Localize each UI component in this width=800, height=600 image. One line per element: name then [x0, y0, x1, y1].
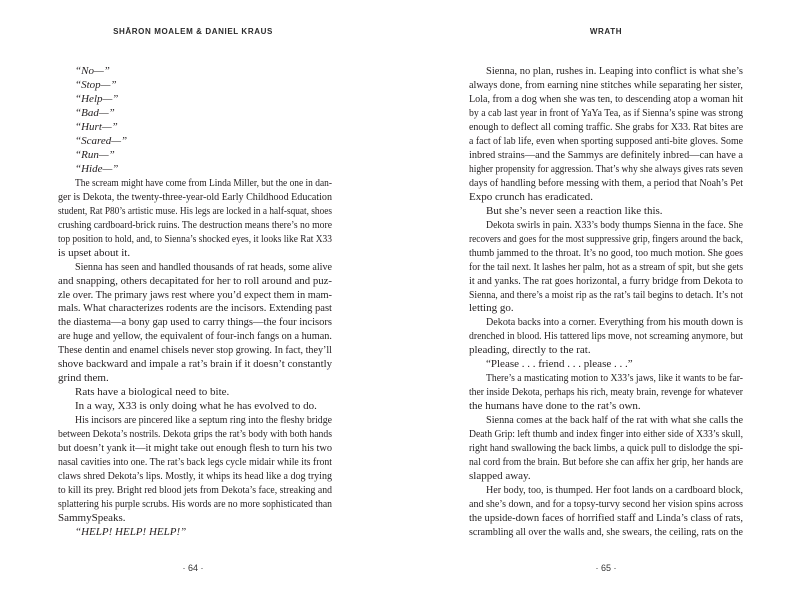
- text-line: [469, 358, 743, 372]
- text-line: [469, 93, 743, 107]
- text-line: [58, 526, 332, 540]
- text-line: [58, 177, 332, 191]
- text-line-content: In a way, X33 is only doing what he has evolved to do.: [75, 400, 317, 413]
- text-line-content: grind them.: [58, 372, 109, 385]
- text-line-content: nasal cavities into one. The rat’s back legs cycle midair while its front: [58, 456, 332, 469]
- text-line: [469, 316, 743, 330]
- text-line: [58, 121, 332, 135]
- running-head-title: WRATH: [589, 27, 623, 36]
- text-line: [58, 247, 332, 261]
- text-line: [469, 79, 743, 93]
- text-line: [58, 205, 332, 219]
- text-line-content: “HELP! HELP! HELP!”: [75, 525, 187, 538]
- text-line-content: Sienna, no plan, rushes in. Leaping into conflict is what she’s: [486, 65, 743, 77]
- text-line-content: higher propensity for aggression. That’s why she always gives rats seven: [469, 162, 743, 175]
- text-line: [469, 177, 743, 191]
- text-line: [469, 261, 743, 275]
- text-line-content: Sienna comes at the back half of the rat with what she calls the: [486, 414, 743, 427]
- right-page: [400, 0, 800, 600]
- text-line-content: “No—”: [75, 65, 110, 77]
- text-line: [58, 93, 332, 107]
- text-line: [469, 302, 743, 316]
- text-line-content: slapped away.: [469, 470, 531, 483]
- text-line: [58, 484, 332, 498]
- text-line-content: “Please . . . friend . . . please . . .”: [486, 358, 633, 371]
- text-line-content: to kill its prey. Bright red blood jets from Dekota’s face, streaking and: [58, 484, 332, 497]
- text-line: [469, 470, 743, 484]
- text-line: [58, 149, 332, 163]
- text-line: [469, 456, 743, 470]
- text-line-content: recovers and goes for the most suppressive grip, fingers around the back,: [469, 232, 743, 245]
- text-line-content: enough to deflect all coming traffic. She grabs for X33. Rat bites are: [469, 120, 743, 133]
- text-line: [469, 163, 743, 177]
- text-line-content: and snapping, others decapitated for her to roll around and puz-: [58, 274, 332, 287]
- text-line-content: There’s a masticating motion to X33’s jaws, like it wants to be far-: [486, 372, 743, 385]
- text-line-content: “Scared—”: [75, 134, 128, 147]
- text-line-content: “Help—”: [75, 92, 119, 105]
- text-line: [469, 428, 743, 442]
- text-line-content: and she’s down, and for a topsy-turvy second her vision spins across: [469, 498, 743, 511]
- text-line-content: Sienna, and there’s a moist rip as the rat’s tail begins to detach. It’s not: [469, 288, 743, 301]
- text-line-content: pleading, directly to the rat.: [469, 344, 591, 357]
- text-line-content: top position to hold, and, to Sienna’s shocked eyes, it looks like Rat X33: [58, 232, 332, 245]
- text-line: [58, 289, 332, 303]
- text-line-content: splattering his purple scrubs. His words are no more sophisticated than: [58, 498, 332, 511]
- text-line: [58, 316, 332, 330]
- text-line-content: shove backward and impale a rat’s brain if it doesn’t constantly: [58, 358, 332, 371]
- text-line: [58, 302, 332, 316]
- text-line: [58, 344, 332, 358]
- text-line: [58, 456, 332, 470]
- text-line-content: the humans have done to the rat’s own.: [469, 400, 641, 413]
- text-line-content: claws shred Dekota’s lips. Mostly, it whips its head like a dog trying: [58, 470, 332, 483]
- text-line-content: Dekota swirls in pain. X33’s body thumps Sienna in the face. She: [486, 218, 743, 231]
- text-line-content: ther inside Dekota, perhaps his rich, meaty brain, revenge for whatever: [469, 386, 743, 399]
- text-line-content: Lola, from a dog when she was ten, to descending atop a woman hit: [469, 92, 743, 105]
- text-line-content: Dekota backs into a corner. Everything from his mouth down is: [486, 316, 743, 329]
- text-line-content: Death Grip: left thumb and index finger into either side of X33’s skull,: [469, 428, 743, 441]
- text-line: [58, 414, 332, 428]
- text-line: [58, 135, 332, 149]
- text-line: [469, 65, 743, 79]
- text-line: [469, 400, 743, 414]
- text-line-content: SammySpeaks.: [58, 512, 126, 524]
- text-line-content: Sienna has seen and handled thousands of rat heads, some alive: [75, 260, 332, 273]
- page-number: · 64 ·: [182, 563, 204, 573]
- text-line-content: zle over. The primary jaws rest where you’d expect them in mam-: [58, 288, 332, 301]
- text-line: [469, 135, 743, 149]
- text-line: [469, 414, 743, 428]
- text-line-content: student, Rat P80’s artistic muse. His legs are locked in a half-squat, shoes: [58, 204, 332, 217]
- text-line-content: by a cab last year in front of YaYa Tea, as if Sienna’s spine was strong: [469, 106, 743, 119]
- text-line-content: but doesn’t yank it—it might take out enough flesh to turn his two: [58, 442, 332, 455]
- text-line-content: thumb jammed to the throat. It’s no good, too much motion. She goes: [469, 246, 743, 259]
- text-line-content: “Hurt—”: [75, 120, 118, 133]
- text-line: [58, 107, 332, 121]
- text-line: [58, 428, 332, 442]
- text-line-content: days of handling before messing with them, a period that Noah’s Pet: [469, 176, 743, 189]
- body-text: [469, 65, 743, 540]
- text-line-content: Rats have a biological need to bite.: [75, 386, 230, 399]
- text-line: [58, 233, 332, 247]
- text-line: [58, 512, 332, 526]
- text-line-content: mals. What characterizes rodents are the incisors. Extending past: [58, 302, 332, 315]
- body-text: [58, 65, 332, 540]
- text-line: [469, 498, 743, 512]
- text-line: [58, 65, 332, 79]
- text-line-content: a fact of lab life, even when sporting supposed anti-bite gloves. Some: [469, 134, 743, 147]
- text-line-content: right hand swallowing the back limbs, a quick pull to dislodge the spi-: [469, 442, 743, 455]
- text-line-content: between Dekota’s nostrils. Dekota grips the rat’s body with both hands: [58, 428, 332, 441]
- text-line: [469, 289, 743, 303]
- text-line-content: “Stop—”: [75, 78, 117, 91]
- text-line-content: letting go.: [469, 302, 514, 315]
- text-line-content: His incisors are pincered like a septum ring into the fleshy bridge: [75, 414, 332, 427]
- text-line-content: the diastema—a bony gap used to carry things—the four incisors: [58, 316, 332, 329]
- text-line: [58, 261, 332, 275]
- text-line: [58, 400, 332, 414]
- text-line: [469, 484, 743, 498]
- text-line: [58, 275, 332, 289]
- text-line: [469, 149, 743, 163]
- text-line: [469, 512, 743, 526]
- text-line-content: “Bad—”: [75, 106, 115, 119]
- text-line: [469, 247, 743, 261]
- text-line: [58, 470, 332, 484]
- text-line: [58, 498, 332, 512]
- text-line-content: “Run—”: [75, 148, 115, 161]
- text-line: [469, 372, 743, 386]
- text-line: [58, 372, 332, 386]
- text-line: [469, 275, 743, 289]
- text-line: [58, 358, 332, 372]
- text-line-content: always done, from earning nine stitches while separating her sister,: [469, 78, 743, 91]
- text-line-content: it and yanks. The rat goes horizontal, a furry bridge from Dekota to: [469, 274, 743, 287]
- text-line-content: Expo crunch has eradicated.: [469, 190, 593, 203]
- text-line: [58, 219, 332, 233]
- text-line-content: The scream might have come from Linda Miller, but the one in dan-: [75, 176, 332, 189]
- text-line: [469, 191, 743, 205]
- text-line-content: nal cord from the brain. But before she can affix her grip, her hands are: [469, 456, 743, 469]
- page-number: · 65 ·: [595, 563, 617, 573]
- text-line-content: These dentin and enamel chisels never stop growing. In fact, they’ll: [58, 344, 332, 357]
- text-line: [58, 79, 332, 93]
- running-head-authors: SHĀRON MOALEM & DANIEL KRAUS: [113, 27, 273, 36]
- text-line-content: crushing cardboard-brick ruins. The destruction means there’s no more: [58, 218, 332, 231]
- text-line-content: drenched in blood. His tattered lips move, not screaming anymore, but: [469, 330, 743, 343]
- text-line: [469, 233, 743, 247]
- text-line: [469, 330, 743, 344]
- text-line-content: scrambling all over the walls and, she swears, the ceiling, rats on the: [469, 525, 743, 538]
- text-line: [469, 526, 743, 540]
- text-line: [469, 107, 743, 121]
- text-line-content: Her body, too, is thumped. Her foot lands on a cardboard block,: [486, 484, 743, 497]
- text-line: [58, 330, 332, 344]
- text-line-content: is upset about it.: [58, 246, 131, 259]
- text-line: [469, 344, 743, 358]
- text-line: [58, 442, 332, 456]
- text-line-content: ger is Dekota, the twenty-three-year-old Early Childhood Education: [58, 190, 332, 203]
- text-line: [469, 386, 743, 400]
- text-line: [58, 163, 332, 177]
- text-line: [469, 442, 743, 456]
- text-line: [469, 205, 743, 219]
- text-line: [469, 121, 743, 135]
- text-line-content: “Hide—”: [75, 162, 119, 175]
- text-line-content: for the tail next. It lashes her palm, hot as a stream of spit, but she gets: [469, 260, 743, 273]
- text-line-content: But she’s never seen a reaction like this.: [486, 204, 663, 217]
- text-line-content: inbred strains—and the Sammys are definitely inbred—can have a: [469, 148, 743, 161]
- text-line-content: the upside-down faces of horrified staff and Linda’s class of rats,: [469, 512, 743, 524]
- text-line: [58, 191, 332, 205]
- text-line: [469, 219, 743, 233]
- text-line: [58, 386, 332, 400]
- text-line-content: are huge and yellow, the equivalent of four-inch fangs on a human.: [58, 330, 332, 343]
